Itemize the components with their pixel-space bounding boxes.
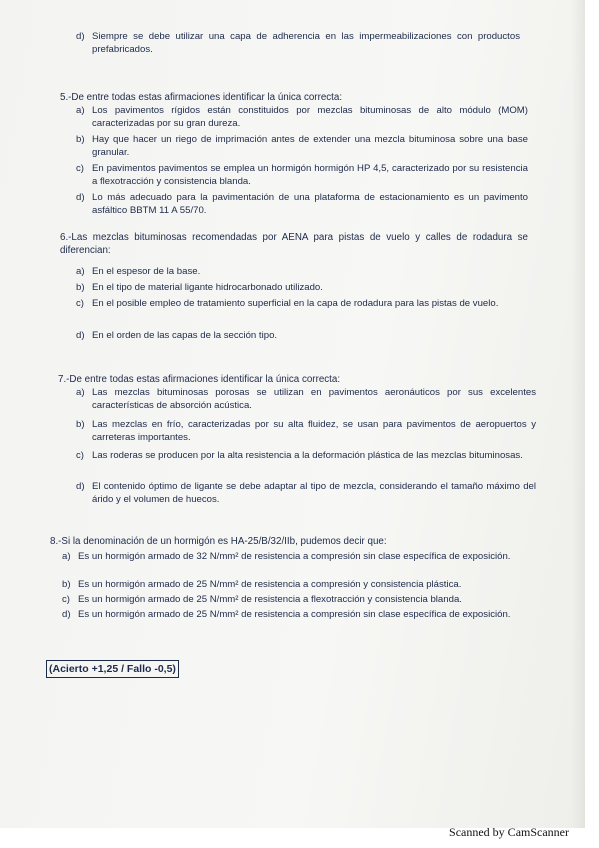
q7-option-a	[76, 386, 536, 414]
q6-option-d-letter: d)	[76, 330, 85, 341]
q8-option-a	[62, 550, 524, 578]
q7-option-b-text: Las mezclas en frío, caracterizadas por su alta fluidez, se usan para pavimentos de aeropuertos y carreteras importantes.	[92, 419, 536, 443]
q7-option-a-letter: a)	[76, 387, 85, 398]
q8-option-c	[62, 593, 524, 607]
q5-option-c-letter: c)	[76, 163, 84, 174]
q7-option-d-letter: d)	[76, 481, 85, 492]
q7-option-b-letter: b)	[76, 419, 85, 430]
q5-option-d-text: Lo más adecuado para la pavimentación de una plataforma de estacionamiento es un pavimento asfáltico BBTM 11 A 55/70.	[92, 192, 528, 216]
q8-option-c-letter: c)	[62, 594, 70, 605]
q5-option-b-text: Hay que hacer un riego de imprimación antes de extender una mezcla bituminosa sobre una base granular.	[92, 134, 528, 158]
q6-option-a-letter: a)	[76, 266, 85, 277]
top-item-text: Siempre se debe utilizar una capa de adherencia en las impermeabilizaciones con productos prefabricados.	[92, 31, 520, 55]
q5-option-d	[76, 191, 528, 219]
q5-option-b	[76, 133, 528, 161]
q7-option-b	[76, 418, 536, 446]
q6-option-a	[76, 265, 528, 279]
q7-title: 7.-De entre todas estas afirmaciones identificar la única correcta:	[58, 374, 341, 385]
q6-option-b-text: En el tipo de material ligante hidrocarbonado utilizado.	[92, 282, 323, 293]
q8-option-d	[62, 608, 524, 636]
q8-option-b-letter: b)	[62, 579, 71, 590]
q8-option-d-text: Es un hormigón armado de 25 N/mm² de resistencia a compresión sin clase específica de exposición.	[78, 609, 511, 620]
q6-option-c-letter: c)	[76, 298, 84, 309]
q5-option-b-letter: b)	[76, 134, 85, 145]
q5-title: 5.-De entre todas estas afirmaciones identificar la única correcta:	[60, 92, 343, 103]
q5-option-a	[76, 104, 528, 132]
q5-option-c	[76, 162, 528, 190]
q5-option-c-text: En pavimentos pavimentos se emplea un hormigón hormigón HP 4,5, caracterizado por su resistencia a flexotracción y consistencia blanda.	[92, 163, 528, 187]
q6-title: 6.-Las mezclas bituminosas recomendadas por AENA para pistas de vuelo y calles de rodadura se diferencian:	[60, 232, 528, 256]
q8-option-b	[62, 578, 524, 592]
q5-option-a-letter: a)	[76, 105, 85, 116]
q7-option-d-text: El contenido óptimo de ligante se debe adaptar al tipo de mezcla, considerando el tamaño máximo del árido y el volumen de huecos.	[92, 481, 536, 505]
q7-option-c-letter: c)	[76, 450, 84, 461]
scanner-watermark: Scanned by CamScanner	[449, 825, 569, 839]
q6-option-b	[76, 281, 528, 295]
top-item	[76, 30, 520, 60]
q6-option-b-letter: b)	[76, 282, 85, 293]
q7-option-a-text: Las mezclas bituminosas porosas se utilizan en pavimentos aeronáuticos por sus excelentes características de absorción acústica.	[92, 387, 536, 411]
top-item-letter: d)	[76, 31, 85, 42]
q6-option-c-text: En el posible empleo de tratamiento superficial en la capa de rodadura para las pistas de vuelo.	[92, 298, 499, 309]
q7-option-d	[76, 480, 536, 508]
q6-option-d-text: En el orden de las capas de la sección tipo.	[92, 330, 278, 341]
q8-option-a-text: Es un hormigón armado de 32 N/mm² de resistencia a compresión sin clase específica de exposición.	[78, 551, 511, 562]
q8-option-a-letter: a)	[62, 551, 71, 562]
q6-option-d	[76, 329, 528, 343]
score-box: (Acierto +1,25 / Fallo -0,5)	[46, 660, 179, 678]
q5-option-d-letter: d)	[76, 192, 85, 203]
q8-option-b-text: Es un hormigón armado de 25 N/mm² de resistencia a compresión y consistencia plástica.	[78, 579, 462, 590]
q8-option-c-text: Es un hormigón armado de 25 N/mm² de resistencia a flexotracción y consistencia blanda.	[78, 594, 462, 605]
q6-option-c	[76, 297, 528, 325]
q6-option-a-text: En el espesor de la base.	[92, 266, 201, 277]
q8-title: 8.-Si la denominación de un hormigón es HA-25/B/32/IIb, pudemos decir que:	[50, 536, 387, 547]
q5-option-a-text: Los pavimentos rígidos están constituidos por mezclas bituminosas de alto módulo (MOM) caracterizadas por su gran dureza.	[92, 105, 528, 129]
q8-option-d-letter: d)	[62, 609, 71, 620]
q7-option-c-text: Las roderas se producen por la alta resistencia a la deformación plástica de las mezclas bituminosas.	[92, 450, 523, 461]
q7-option-c	[76, 449, 536, 477]
